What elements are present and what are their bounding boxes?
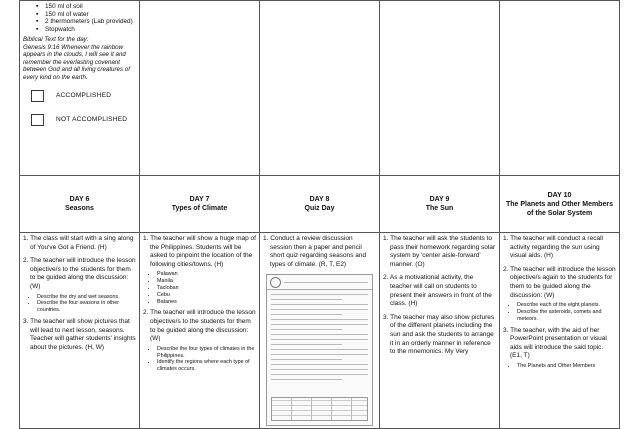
objective-item: • Describe each of the eight planets. <box>517 302 616 309</box>
activity-step: 1. The teacher will ask the students to pass their homework regarding solar system by 'center aisle-forward' manner. (O) <box>383 235 496 268</box>
empty-cell <box>140 1 260 176</box>
objective-item: • Identify the regions where each type of climates occurs. <box>157 359 256 373</box>
lesson-plan-table <box>19 0 620 429</box>
quiz-sheet-table <box>271 397 368 421</box>
activity-step: 2. The teacher will introduce the lesson objective/s to the students for them to be guided along the discussion: (W) <box>143 309 256 343</box>
empty-cell <box>380 1 500 176</box>
lesson-plan-document <box>19 0 619 417</box>
activity-step: 1. Conduct a review discussion session then a paper and pencil short quiz regarding seasons and types of climate. (R, T, E2) <box>263 235 367 268</box>
activity-step: 3. The teacher will show pictures that will lead to next lesson, seasons. Teacher will gather students' insights about the pictures. (H, W) <box>23 317 136 351</box>
biblical-verse: Genesis 9:16 Whenever the rainbow appears in the clouds, I will see it and remember the everlasting covenant between God and all living creatures of every kind on the earth. <box>23 43 130 81</box>
day-header-9 <box>380 176 500 233</box>
activity-step: 2. The teacher will introduce the lesson objective/s to the students for them to be guided along the discussion: (W) <box>23 257 136 290</box>
accomplished-checkbox[interactable] <box>31 90 44 102</box>
day-8-activities <box>260 233 380 429</box>
day-number: DAY 6 <box>69 196 90 203</box>
objective-list <box>23 294 136 314</box>
day-title: The Sun <box>425 205 454 212</box>
day-activities-row <box>20 233 620 429</box>
objective-list <box>503 302 616 322</box>
activity-step: 1. The teacher will show a huge map of the Philippines. Students will be asked to pinpoint the location of the following cities/towns. (H) <box>143 235 256 268</box>
day-title: Quiz Day <box>304 205 335 212</box>
material-item: ▪ 2 thermometers (Lab provided) <box>45 18 136 26</box>
day-6-activities <box>20 233 140 429</box>
empty-cell <box>260 1 380 176</box>
objective-item: • Describe the four types of climates in the Philippines. <box>157 346 256 360</box>
materials-cell <box>20 1 140 176</box>
accomplished-label: ACCOMPLISHED <box>56 92 112 100</box>
day-10-activities <box>500 233 620 429</box>
not-accomplished-checkbox[interactable] <box>31 114 44 126</box>
material-item: ▪ 150 ml of water <box>45 11 136 19</box>
city-item: • Cebu <box>157 292 256 299</box>
activity-step: 2. The teacher will introduce the lesson objective/s again to the students for them to be guided along the discussion: (W) <box>503 265 616 299</box>
city-item: • Manila <box>157 278 256 285</box>
topic-list <box>503 363 616 370</box>
not-accomplished-label: NOT ACCOMPLISHED <box>56 116 128 124</box>
material-item: ▪ Stopwatch <box>45 26 136 34</box>
day-number: DAY 9 <box>429 196 450 203</box>
day-header-row <box>20 176 620 233</box>
biblical-text <box>23 36 136 81</box>
not-accomplished-row[interactable] <box>31 114 136 126</box>
quiz-sheet-image <box>266 274 373 426</box>
objective-item: • Describe the asteroids, comets and meteors. <box>517 309 616 323</box>
day-number: DAY 8 <box>309 196 330 203</box>
quiz-sheet-header <box>267 275 372 290</box>
material-item: ▪ 150 ml of soil <box>45 3 136 11</box>
city-item: • Palawan <box>157 271 256 278</box>
objective-item: • Describe the four seasons in other countries. <box>37 300 136 314</box>
objective-list <box>143 346 256 373</box>
day-header-10 <box>500 176 620 233</box>
activity-step: 3. The teacher may also show pictures of the different planets including the sun and ask the students to arrange it in an orderly manner in reference to the mnemonics: My Very <box>383 313 495 356</box>
day-number: DAY 10 <box>547 191 572 199</box>
activity-step: 1. The class will start with a sing along of You've Got a Friend. (H) <box>23 235 134 251</box>
day-number: DAY 7 <box>189 196 210 203</box>
activity-step: 2. As a motivational activity, the teacher will call on students to present their answers in front of the class. (H) <box>383 274 492 308</box>
activity-step: 1. The teacher will conduct a recall activity regarding the sun using visual aids. (H) <box>503 235 603 260</box>
accomplished-row[interactable] <box>31 90 136 102</box>
day-title: The Planets and Other Members of the Solar System <box>506 200 613 217</box>
topic-item: • The Planets and Other Members <box>517 363 616 370</box>
day-header-8 <box>260 176 380 233</box>
day-header-6 <box>20 176 140 233</box>
materials-list <box>23 3 136 33</box>
school-seal-icon <box>270 277 281 288</box>
day-title: Types of Climate <box>171 205 228 212</box>
city-list <box>143 271 256 305</box>
biblical-heading: Biblical Text for the day: <box>23 36 89 44</box>
city-item: • Batanes <box>157 299 256 306</box>
day-7-activities <box>140 233 260 429</box>
empty-cell <box>500 1 620 176</box>
objective-item: • Describe the dry and wet seasons. <box>37 294 136 301</box>
city-item: • Tacloban <box>157 285 256 292</box>
day-header-7 <box>140 176 260 233</box>
day-title: Seasons <box>65 205 94 212</box>
day-9-activities <box>380 233 500 429</box>
activity-step: 3. The teacher, with the aid of her PowerPoint presentation or visual aids will introduce the said topic. (E1, T) <box>503 326 607 360</box>
materials-row <box>20 1 620 176</box>
